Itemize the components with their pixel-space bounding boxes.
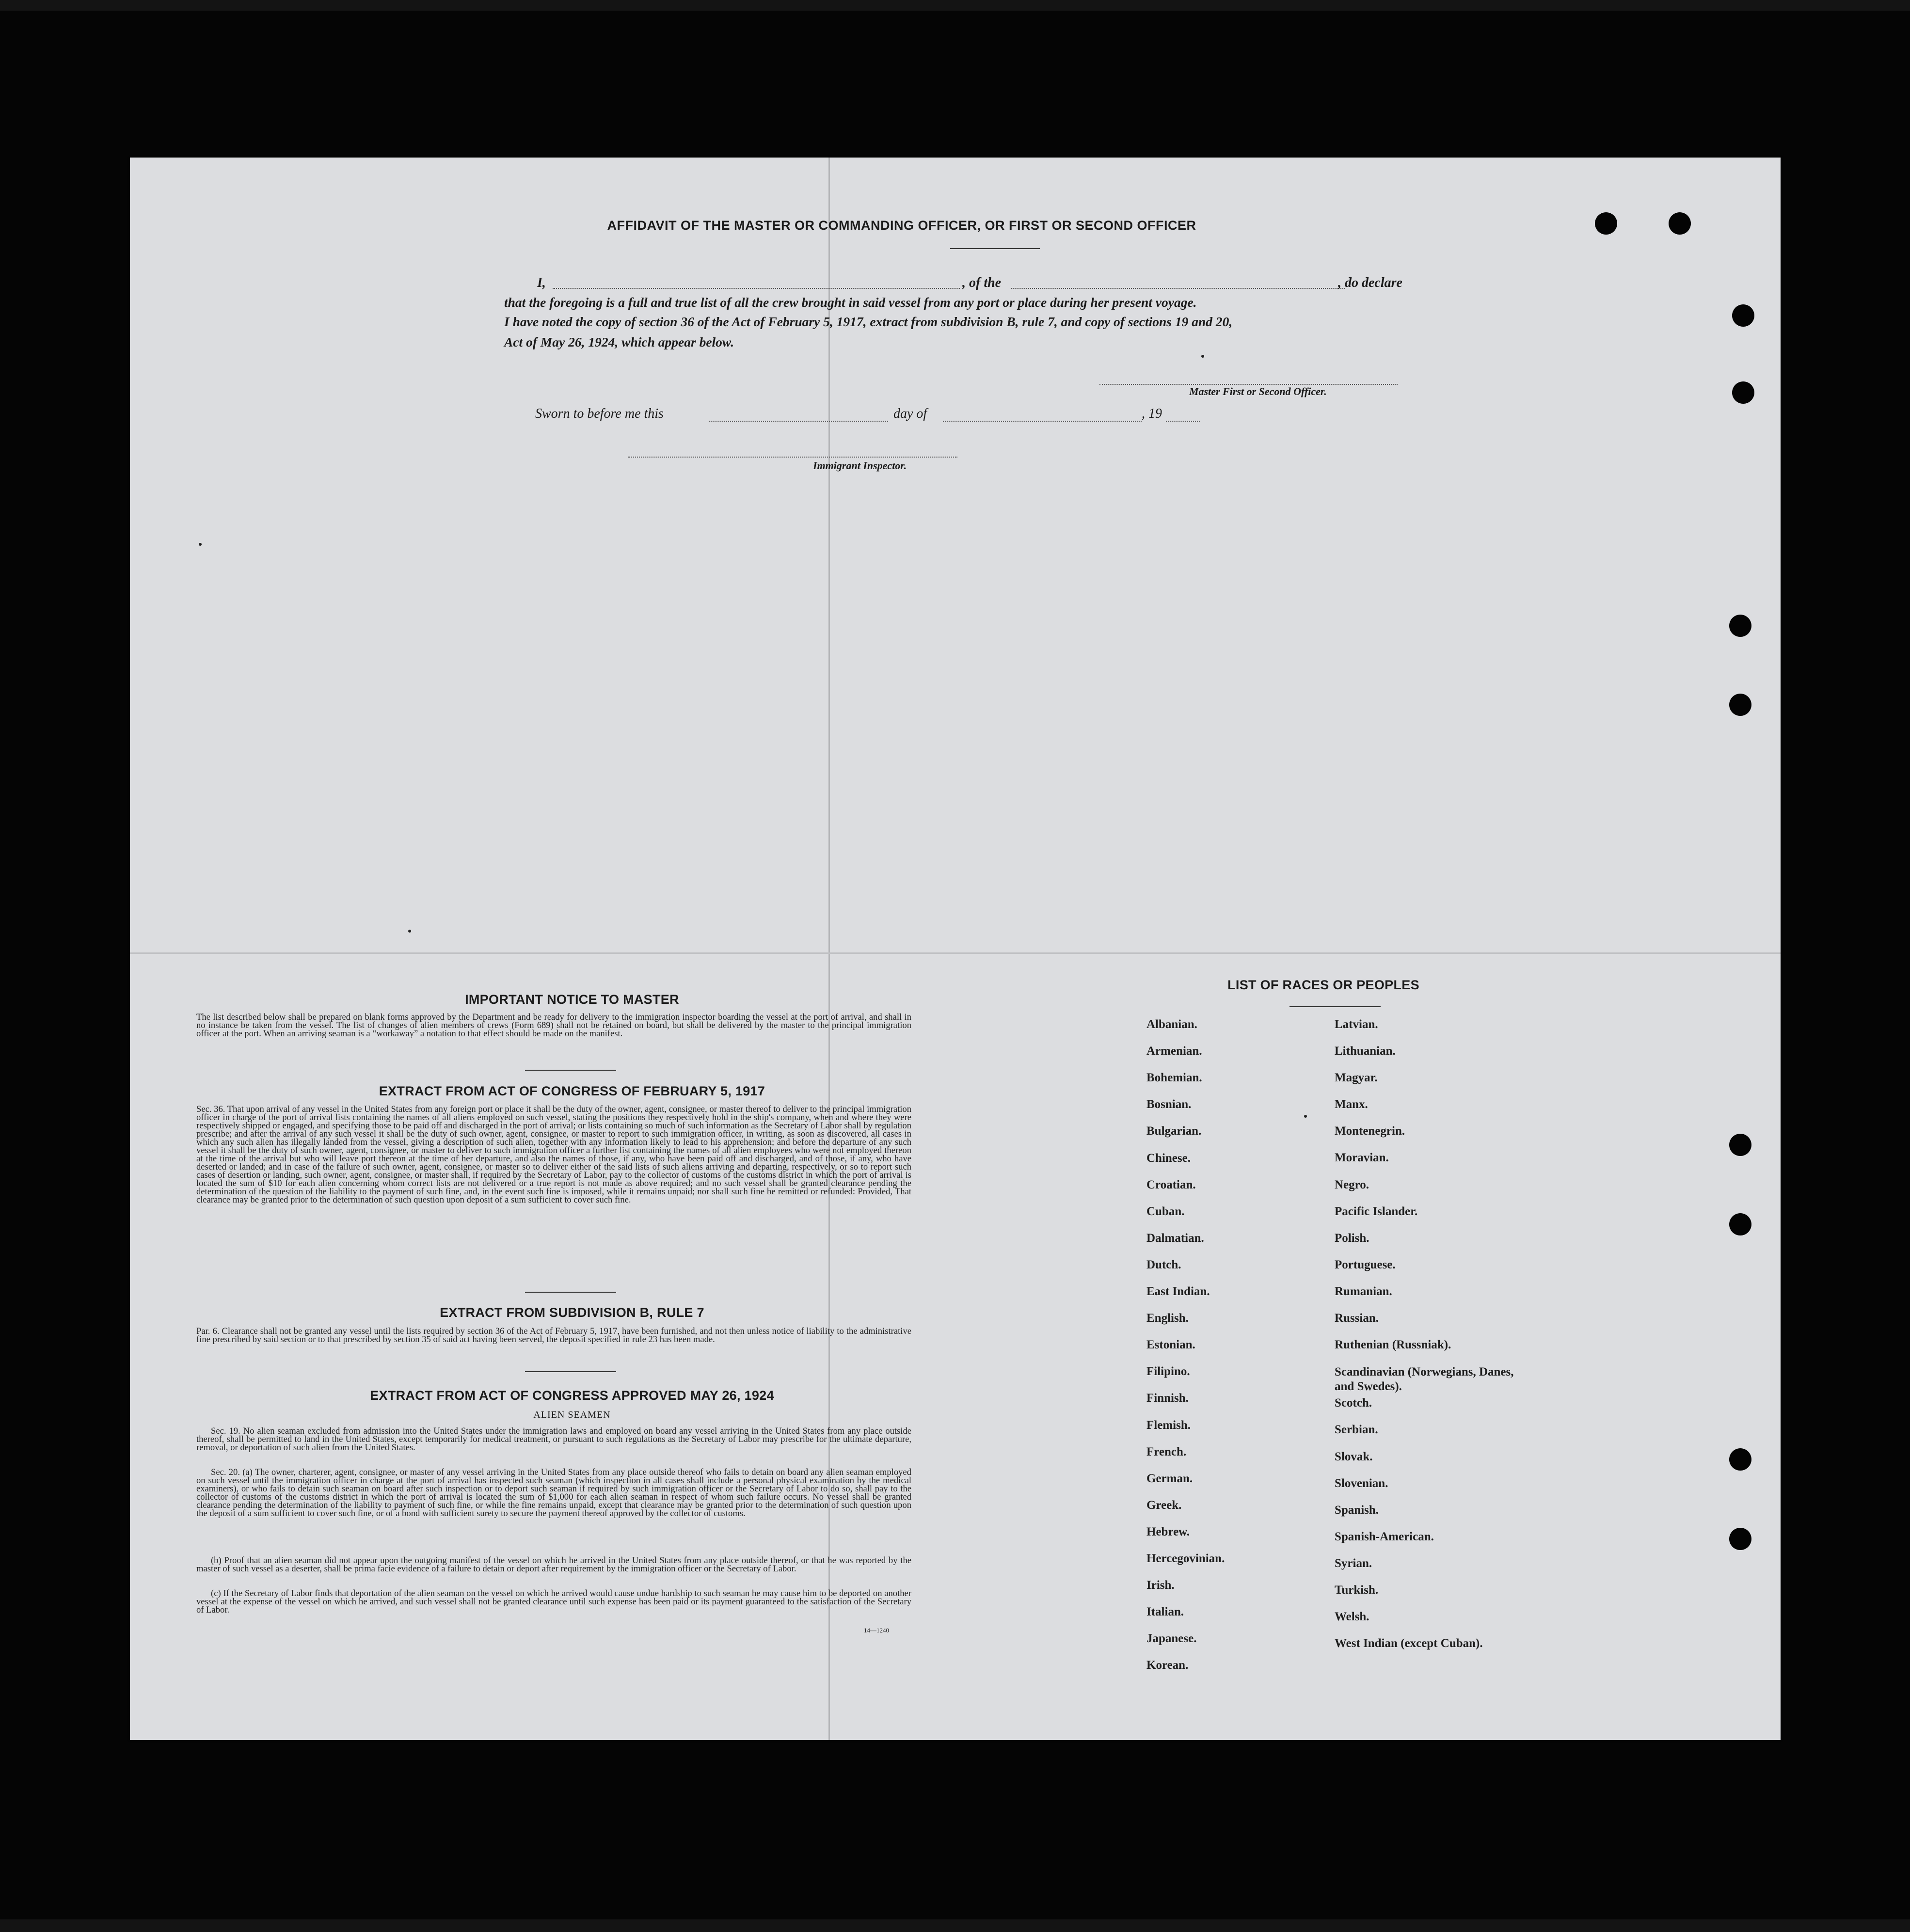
race-item: West Indian (except Cuban). [1335, 1637, 1483, 1650]
punch-hole [1732, 381, 1754, 404]
race-item: Turkish. [1335, 1584, 1379, 1597]
race-item: Spanish. [1335, 1504, 1379, 1517]
film-edge-bottom [0, 1919, 1910, 1932]
sworn-year-label: , 19 [1142, 406, 1162, 421]
punch-hole [1729, 694, 1751, 716]
race-item: Slovenian. [1335, 1477, 1388, 1490]
race-item: Flemish. [1146, 1419, 1191, 1432]
punch-hole [1729, 1448, 1751, 1471]
race-item: Albanian. [1146, 1018, 1197, 1031]
race-item: Hercegovinian. [1146, 1552, 1225, 1565]
notice-rule [525, 1070, 616, 1071]
race-item: Scandinavian (Norwegians, Danes, and Swedes). [1335, 1365, 1514, 1393]
punch-hole [1729, 615, 1751, 637]
race-item: Ruthenian (Russniak). [1335, 1338, 1451, 1351]
act-1924-sec-20c: (c) If the Secretary of Labor finds that deportation of the alien seaman on the vessel on which he arrived would cause undue hardship to such seaman he may cause him to be deported on another vessel at the expense of the vessel on which he arrived, and such vessel shall not be granted clearance until such expense has been paid or its payment guaranteed to the satisfaction of the Secretary of Labor. [196, 1588, 911, 1615]
race-item: Pacific Islander. [1335, 1205, 1418, 1218]
race-item: Japanese. [1146, 1632, 1197, 1645]
sworn-day-blank [709, 421, 888, 422]
punch-hole [1729, 1134, 1751, 1156]
act-1924-subtitle: ALIEN SEAMEN [533, 1409, 611, 1420]
race-item: Manx. [1335, 1098, 1368, 1111]
race-item: Bohemian. [1146, 1071, 1202, 1084]
notice-text: The list described below shall be prepared on blank forms approved by the Department and be ready for delivery to the immigration inspector boarding the vessel at the port of arrival, and shall in no instance be taken from the vessel. The list of changes of alien members of crews (Form 689) shall not be retained on board, but shall be delivered by the master to the principal immigration officer at the port. When an arriving seaman is a “workaway” a notation to that effect should be made on the manifest. [196, 1012, 911, 1039]
dust-speck [1201, 355, 1204, 358]
race-item: Welsh. [1335, 1610, 1369, 1623]
affidavit-i-label: I, [537, 275, 546, 290]
race-item: Dutch. [1146, 1258, 1181, 1271]
punch-hole [1732, 304, 1754, 327]
punch-hole [1729, 1528, 1751, 1550]
race-item: Rumanian. [1335, 1285, 1392, 1298]
act-1917-text: Sec. 36. That upon arrival of any vessel in the United States from any foreign port or place it shall be the duty of the owner, agent, consignee, or master thereof to deliver to the principal immigration officer in charge of the port of arrival lists containing the names of all aliens employed on such vessel, stating the positions they respectively hold in the ship's company, when and where they were respectively shipped or engaged, and specifying those to be paid off and discharged in the port of arrival; or lists containing so much of such information as the Secretary of Labor shall by regulation prescribe; and after the arrival of any such vessel it shall be the duty of such owner, agent, consignee, or master to report to such immigration officer, in writing, as soon as discovered, all cases in which any such alien has illegally landed from the vessel, giving a description of such alien, together with any information likely to lead to his apprehension; and before the departure of any such vessel it shall be the duty of such owner, agent, consignee, or master to deliver to such immigration officer a further list containing the names of all alien employees who were not employed thereon at the time of the arrival but who will leave port thereon at the time of her departure, and also the names of those, if any, who have been paid off and discharged, and of those, if any, who have deserted or landed; and in case of the failure of such owner, agent, consignee, or master so to deliver either of the said lists of such aliens arriving and departing, respectively, or so to report such cases of desertion or landing, such owner, agent, consignee, or master shall, if required by the Secretary of Labor, pay to the collector of customs of the customs district in which the port of arrival is located the sum of $10 for each alien concerning whom correct lists are not delivered or a true report is not made as above required; and no such vessel shall be granted clearance pending the determination of the question of the liability to the payment of such fine, and, in the event such fine is imposed, while it remains unpaid; nor shall such fine be remitted or refunded: Provided, That clearance may be granted prior to the determination of such question upon deposit of a sum sufficient to cover such fine. [196, 1104, 911, 1205]
race-item: Estonian. [1146, 1338, 1195, 1351]
act-1924-sec-19: Sec. 19. No alien seaman excluded from admission into the United States under the immigration laws and employed on board any vessel arriving in the United States from any place outside thereof, shall be permitted to land in the United States, except temporarily for medical treatment, or pursuant to such regulations as the Secretary of Labor may prescribe for the ultimate departure, removal, or deportation of such alien from the United States. [196, 1426, 911, 1453]
rule-7-text: Par. 6. Clearance shall not be granted any vessel until the lists required by section 36 of the Act of February 5, 1917, have been furnished, and not then unless notice of liability to the administrative fine prescribed by said section or to that prescribed by section 35 of said act having been served, the deposit specified in rule 23 has been made. [196, 1326, 911, 1345]
film-edge-top [0, 0, 1910, 11]
races-title-rule [1289, 1006, 1381, 1007]
race-item: Croatian. [1146, 1178, 1196, 1191]
punch-hole [1729, 1213, 1751, 1235]
sworn-month-blank [943, 421, 1142, 422]
punch-hole [1669, 212, 1691, 235]
race-item: German. [1146, 1472, 1193, 1485]
act-1924-title: EXTRACT FROM ACT OF CONGRESS APPROVED MAY 26, 1924 [370, 1388, 774, 1403]
race-item: Chinese. [1146, 1152, 1191, 1165]
rule-7-title: EXTRACT FROM SUBDIVISION B, RULE 7 [440, 1305, 704, 1320]
race-item: Hebrew. [1146, 1525, 1190, 1538]
race-item: Serbian. [1335, 1423, 1378, 1436]
race-item: Bosnian. [1146, 1098, 1192, 1111]
act-1917-rule [525, 1292, 616, 1293]
race-item: Portuguese. [1335, 1258, 1396, 1271]
sworn-day-of-label: day of [893, 406, 927, 421]
race-item: Bulgarian. [1146, 1124, 1202, 1138]
race-item: Italian. [1146, 1605, 1184, 1618]
affidavit-line-3: I have noted the copy of section 36 of the Act of February 5, 1917, extract from subdivision B, rule 7, and copy of sections 19 and 20, [504, 314, 1233, 329]
notice-title: IMPORTANT NOTICE TO MASTER [465, 992, 679, 1007]
race-item: Montenegrin. [1335, 1124, 1405, 1138]
race-item: French. [1146, 1445, 1187, 1458]
dust-speck [408, 930, 411, 933]
inspector-label: Immigrant Inspector. [813, 459, 907, 472]
affidavit-line-4: Act of May 26, 1924, which appear below. [504, 334, 734, 349]
race-item: Filipino. [1146, 1365, 1190, 1378]
affidavit-line-2: that the foregoing is a full and true list of all the crew brought in said vessel from any port or place during her present voyage. [504, 295, 1197, 310]
race-item: Moravian. [1335, 1151, 1389, 1164]
horizontal-fold-line [130, 952, 1781, 954]
race-item: Scotch. [1335, 1396, 1372, 1409]
race-item: Irish. [1146, 1579, 1175, 1592]
act-1917-title: EXTRACT FROM ACT OF CONGRESS OF FEBRUARY 5, 1917 [379, 1084, 765, 1098]
form-number: 14—1240 [864, 1627, 889, 1634]
race-item: Armenian. [1146, 1045, 1202, 1058]
act-1924-sec-20b: (b) Proof that an alien seaman did not appear upon the outgoing manifest of the vessel on which he arrived in the United States from any place outside thereof, or that he was reported by the master of such vessel as a deserter, shall be prima facie evidence of a failure to detain or deport after requirement by the immigration officer or the Secretary of Labor. [196, 1555, 911, 1574]
race-item: Russian. [1335, 1312, 1379, 1325]
master-signature-label: Master First or Second Officer. [1189, 385, 1327, 397]
punch-hole [1595, 212, 1617, 235]
race-item: Latvian. [1335, 1018, 1378, 1031]
race-item: Cuban. [1146, 1205, 1185, 1218]
races-title: LIST OF RACES OR PEOPLES [1227, 978, 1419, 992]
affidavit-title: AFFIDAVIT OF THE MASTER OR COMMANDING OFFICER, OR FIRST OR SECOND OFFICER [607, 218, 1196, 233]
race-item: Slovak. [1335, 1450, 1373, 1463]
race-item: East Indian. [1146, 1285, 1210, 1298]
race-item: Polish. [1335, 1232, 1369, 1245]
affidavit-declare-label: , do declare [1338, 275, 1402, 290]
vessel-name-blank [1011, 288, 1345, 289]
dust-speck [1304, 1115, 1307, 1118]
race-item: Korean. [1146, 1659, 1189, 1672]
dust-speck [199, 543, 202, 546]
race-item: Negro. [1335, 1178, 1369, 1191]
race-item: English. [1146, 1312, 1189, 1325]
master-name-blank [553, 288, 960, 289]
inspector-signature-line [628, 457, 957, 458]
rule-7-rule [525, 1371, 616, 1372]
sworn-year-blank [1166, 421, 1200, 422]
affidavit-of-the-label: , of the [962, 275, 1002, 290]
master-signature-line [1099, 384, 1398, 385]
race-item: Greek. [1146, 1499, 1182, 1512]
sworn-prefix: Sworn to before me this [535, 406, 664, 421]
race-item: Magyar. [1335, 1071, 1378, 1084]
race-item: Syrian. [1335, 1557, 1372, 1570]
affidavit-title-rule [950, 248, 1040, 249]
race-item: Lithuanian. [1335, 1045, 1396, 1058]
race-item: Spanish-American. [1335, 1530, 1434, 1543]
act-1924-sec-20a: Sec. 20. (a) The owner, charterer, agent, consignee, or master of any vessel arriving in the United States from any place outside thereof who fails to detain on board any alien seaman employed on such vessel until the immigration officer in charge at the port of arrival has inspected such seaman (which inspection in all cases shall include a personal physical examination by the medical examiners), or who fails to detain such seaman on board after such inspection or to deport such seaman if required by such immigration officer or the Secretary of Labor to do so, shall pay to the collector of customs of the customs district in which the port of arrival is located the sum of $1,000 for each alien seaman in respect of whom such failure occurs. No vessel shall be granted clearance pending the determination of the liability to payment of such fine, or while the fine remains unpaid, except that clearance may be granted prior to the determination of such question upon the deposit of a sum sufficient to cover such fine, or of a bond with sufficient surety to secure the payment thereof approved by the collector of customs. [196, 1467, 911, 1519]
race-item: Finnish. [1146, 1392, 1189, 1405]
race-item: Dalmatian. [1146, 1232, 1204, 1245]
